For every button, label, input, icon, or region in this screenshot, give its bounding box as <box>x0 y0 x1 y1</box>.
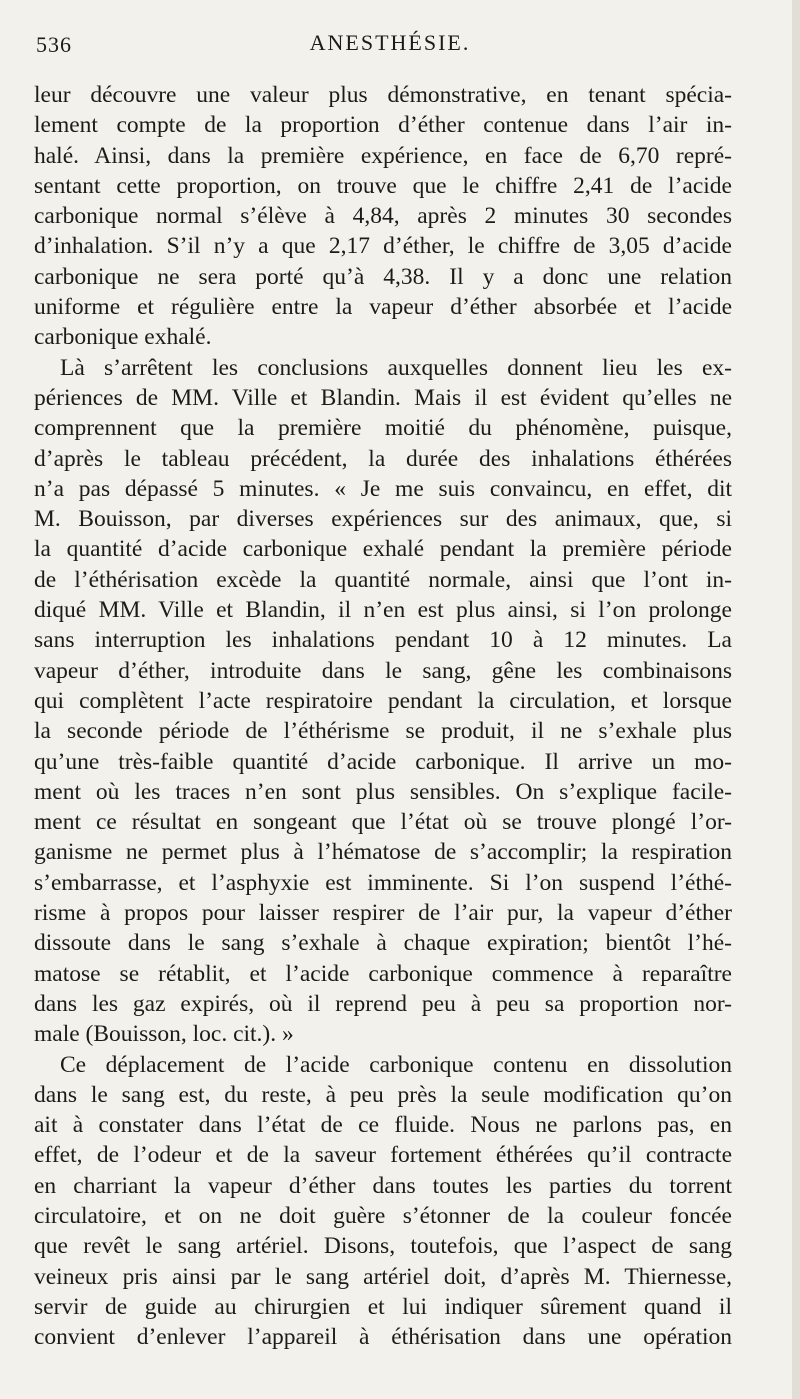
text-line: effet, de l’odeur et de la saveur fortement éthérées qu’il contracte <box>34 1142 732 1169</box>
text-line: la seconde période de l’éthérisme se produit, il ne s’exhale plus <box>34 718 732 745</box>
text-line: convient d’enlever l’appareil à éthérisation dans une opération <box>34 1324 732 1351</box>
text-line: de l’éthérisation excède la quantité normale, ainsi que l’ont in- <box>34 566 732 593</box>
text-line: ait à constater dans l’état de ce fluide. Nous ne parlons pas, en <box>34 1112 732 1139</box>
text-line: s’embarrasse, et l’asphyxie est imminente. Si l’on suspend l’éthé- <box>34 869 732 896</box>
text-line: ganisme ne permet plus à l’hématose de s’accomplir; la respiration <box>34 839 732 866</box>
text-line: carbonique exhalé. <box>34 324 212 351</box>
text-line: qu’une très-faible quantité d’acide carbonique. Il arrive un mo- <box>34 748 732 775</box>
text-line: carbonique normal s’élève à 4,84, après 2 minutes 30 secondes <box>34 203 732 230</box>
text-line: circulatoire, et on ne doit guère s’étonner de la couleur foncée <box>34 1202 732 1229</box>
text-line: halé. Ainsi, dans la première expérience, en face de 6,70 repré- <box>34 142 732 169</box>
text-line: dissoute dans le sang s’exhale à chaque expiration; bientôt l’hé- <box>34 930 732 957</box>
text-line: sentant cette proportion, on trouve que le chiffre 2,41 de l’acide <box>34 172 732 199</box>
text-line: servir de guide au chirurgien et lui indiquer sûrement quand il <box>34 1293 732 1320</box>
body-text <box>34 80 732 1352</box>
text-line: carbonique ne sera porté qu’à 4,38. Il y a donc une relation <box>34 263 732 290</box>
text-line: leur découvre une valeur plus démonstrative, en tenant spécia- <box>34 82 732 108</box>
text-line: d’après le tableau précédent, la durée des inhalations éthérées <box>34 445 732 472</box>
page-edge <box>792 0 800 1399</box>
text-line: risme à propos pour laisser respirer de l’air pur, la vapeur d’éther <box>34 900 732 927</box>
running-title: ANESTHÉSIE. <box>309 30 471 55</box>
text-line: diqué MM. Ville et Blandin, il n’en est plus ainsi, si l’on prolonge <box>34 597 732 624</box>
text-line: ment ce résultat en songeant que l’état où se trouve plongé l’or- <box>34 809 732 836</box>
text-line: qui complètent l’acte respiratoire pendant la circulation, et lorsque <box>34 687 732 714</box>
text-line: M. Bouisson, par diverses expériences sur des animaux, que, si <box>34 506 732 533</box>
text-line: n’a pas dépassé 5 minutes. « Je me suis convaincu, en effet, dit <box>34 475 732 502</box>
text-line: matose se rétablit, et l’acide carbonique commence à reparaître <box>34 960 732 987</box>
text-line: veineux pris ainsi par le sang artériel doit, d’après M. Thiernesse, <box>34 1263 732 1290</box>
text-line: périences de MM. Ville et Blandin. Mais il est évident qu’elles ne <box>34 384 732 411</box>
text-line: lement compte de la proportion d’éther contenue dans l’air in- <box>34 112 732 139</box>
paragraph-start: Ce déplacement de l’acide carbonique contenu en dissolution <box>60 1051 732 1078</box>
text-line: dans le sang est, du reste, à peu près la seule modification qu’on <box>34 1081 732 1108</box>
text-line: dans les gaz expirés, où il reprend peu à peu sa proportion nor- <box>34 990 732 1017</box>
text-line: sans interruption les inhalations pendant 10 à 12 minutes. La <box>34 627 732 654</box>
text-line: d’inhalation. S’il n’y a que 2,17 d’éther, le chiffre de 3,05 d’acide <box>34 233 732 260</box>
text-line: vapeur d’éther, introduite dans le sang, gêne les combinaisons <box>34 657 732 684</box>
page-header <box>30 28 750 64</box>
text-line: ment où les traces n’en sont plus sensibles. On s’explique facile- <box>34 778 732 805</box>
text-line: comprennent que la première moitié du phénomène, puisque, <box>34 415 732 442</box>
text-line: en charriant la vapeur d’éther dans toutes les parties du torrent <box>34 1172 732 1199</box>
page-number: 536 <box>36 32 72 57</box>
text-line: uniforme et régulière entre la vapeur d’éther absorbée et l’acide <box>34 294 732 321</box>
paragraph-start: Là s’arrêtent les conclusions auxquelles donnent lieu les ex- <box>60 354 732 381</box>
text-line: que revêt le sang artériel. Disons, toutefois, que l’aspect de sang <box>34 1233 732 1260</box>
text-line: male (Bouisson, loc. cit.). » <box>34 1021 294 1048</box>
text-line: la quantité d’acide carbonique exhalé pendant la première période <box>34 536 732 563</box>
